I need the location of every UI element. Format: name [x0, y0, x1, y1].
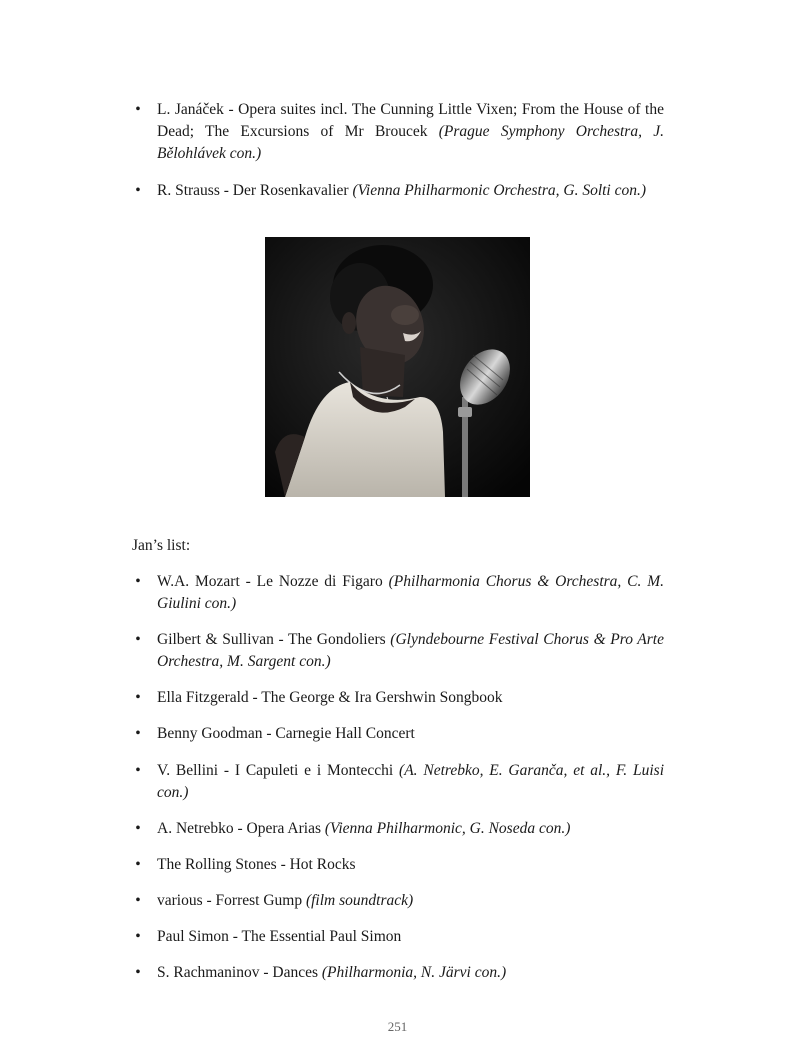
bullet: • — [135, 762, 141, 779]
list-item-text — [157, 571, 664, 615]
album-title: S. Rachmaninov - Dances — [157, 964, 322, 981]
performers: (Glyndebourne Festival Chorus & Pro Arte Orchestra, M. Sargent con.) — [157, 631, 664, 670]
list-item-text — [157, 723, 664, 745]
performers: (Philharmonia Chorus & Orchestra, C. M. Giulini con.) — [157, 573, 665, 612]
bullet: • — [135, 573, 141, 590]
performers: (Vienna Philharmonic Orchestra, G. Solti con.) — [352, 182, 647, 199]
list-item — [135, 629, 664, 673]
performers: (Philharmonia, N. Järvi con.) — [321, 964, 507, 981]
performers: (Vienna Philharmonic, G. Noseda con.) — [324, 820, 571, 837]
bullet: • — [135, 820, 141, 837]
bullet: • — [135, 928, 141, 945]
list-item-text — [157, 180, 664, 202]
bullet: • — [135, 725, 141, 742]
list-item-text — [157, 760, 664, 804]
album-title: Gilbert & Sullivan - The Gondoliers — [157, 631, 391, 648]
album-title: Ella Fitzgerald - The George & Ira Gershwin Songbook — [157, 689, 503, 706]
list-item — [135, 962, 664, 984]
page-number: 251 — [387, 1019, 408, 1034]
singer-photo — [265, 237, 530, 497]
section-heading: Jan’s list: — [132, 537, 191, 554]
list-item — [135, 99, 664, 165]
bullet: • — [135, 856, 141, 873]
album-title: R. Strauss - Der Rosenkavalier — [157, 182, 353, 199]
list-item — [135, 760, 665, 804]
performers: (Prague Symphony Orchestra, J. Bělohlávek con.) — [157, 123, 664, 162]
list-item — [135, 687, 664, 709]
list-item-text — [157, 890, 664, 912]
list-item-text — [157, 854, 664, 876]
bullet: • — [135, 101, 141, 118]
album-title: V. Bellini - I Capuleti e i Montecchi — [157, 762, 400, 779]
list-item — [135, 890, 664, 912]
album-title: Benny Goodman - Carnegie Hall Concert — [157, 725, 415, 742]
album-title: Paul Simon - The Essential Paul Simon — [157, 928, 402, 945]
performers: (film soundtrack) — [305, 892, 414, 909]
list-item-text — [157, 99, 664, 165]
album-title: The Rolling Stones - Hot Rocks — [157, 856, 356, 873]
bullet: • — [135, 892, 141, 909]
list-item — [135, 926, 664, 948]
bullet: • — [135, 689, 141, 706]
list-item — [135, 818, 664, 840]
singer-photo-illustration — [265, 237, 530, 497]
list-item-text — [157, 687, 664, 709]
bullet: • — [135, 631, 141, 648]
album-title: W.A. Mozart - Le Nozze di Figaro — [157, 573, 389, 590]
album-title: various - Forrest Gump — [157, 892, 306, 909]
bullet: • — [135, 182, 141, 199]
bullet: • — [135, 964, 141, 981]
list-item — [135, 180, 664, 202]
list-item-text — [157, 818, 664, 840]
list-item-text — [157, 926, 664, 948]
list-item-text — [157, 629, 664, 673]
list-item-text — [157, 962, 664, 984]
album-title: A. Netrebko - Opera Arias — [157, 820, 325, 837]
performers: (A. Netrebko, E. Garanča, et al., F. Luisi con.) — [157, 762, 665, 801]
list-item — [135, 854, 664, 876]
album-title: L. Janáček - Opera suites incl. The Cunning Little Vixen; From the House of the Dead; The Excursions of Mr Broucek — [157, 101, 664, 140]
list-item — [135, 723, 664, 745]
list-item — [135, 571, 665, 615]
